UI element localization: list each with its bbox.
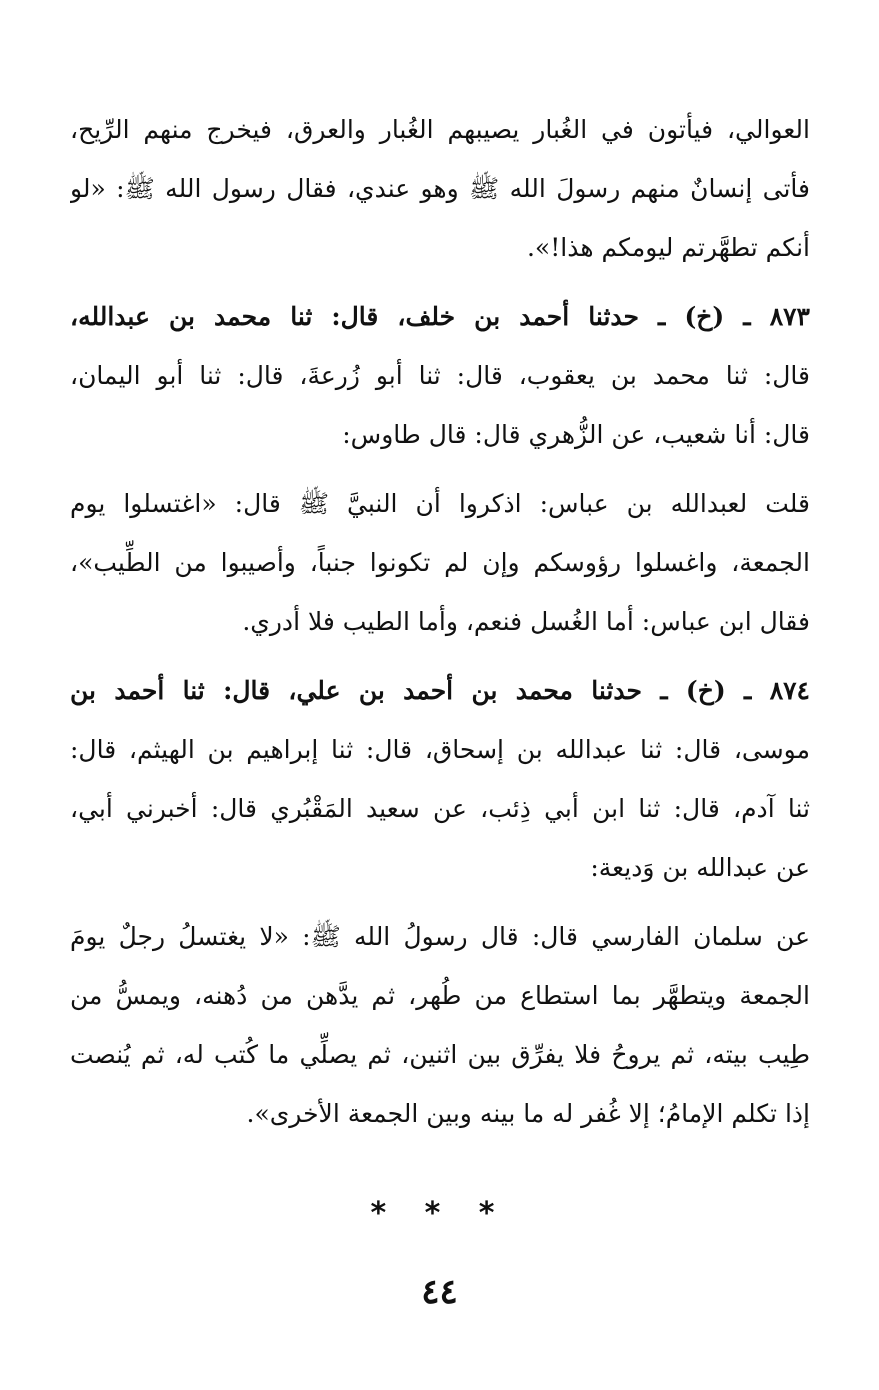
- text-line: قال: ثنا محمد بن يعقوب، قال: ثنا أبو زُرعةَ، قال: ثنا أبو اليمان،: [70, 361, 810, 390]
- text-line: أنكم تطهَّرتم ليومكم هذا!».: [526, 233, 810, 262]
- text-line: الجمعة، واغسلوا رؤوسكم وإن لم تكونوا جنباً، وأصيبوا من الطِّيب»،: [70, 548, 810, 577]
- text-line: عن عبدالله بن وَديعة:: [590, 853, 810, 882]
- hadith-873-matn: [70, 474, 810, 651]
- text-line: ٨٧٣ ـ (خ) ـ حدثنا أحمد بن خلف، قال: ثنا محمد بن عبدالله،: [70, 302, 810, 331]
- page-number: ٤٤: [421, 1272, 458, 1312]
- page-body: [70, 100, 810, 1143]
- hadith-873-isnad: [70, 287, 810, 464]
- text-line: قلت لعبدالله بن عباس: اذكروا أن النبيَّ ﷺ قال: «اغتسلوا يوم: [70, 489, 810, 518]
- text-line: عن سلمان الفارسي قال: قال رسولُ الله ﷺ: «لا يغتسلُ رجلٌ يومَ: [70, 922, 810, 951]
- hadith-874-matn: [70, 907, 810, 1143]
- text-line: الجمعة ويتطهَّر بما استطاع من طُهر، ثم يدَّهن من دُهنه، ويمسُّ من: [70, 981, 810, 1010]
- paragraph-continuation: [70, 100, 810, 277]
- hadith-874-isnad: [70, 661, 810, 897]
- text-line: فأتى إنسانٌ منهم رسولَ الله ﷺ وهو عندي، فقال رسول الله ﷺ: «لو: [70, 174, 810, 203]
- text-line: قال: أنا شعيب، عن الزُّهري قال: قال طاوس:: [342, 420, 810, 449]
- text-line: طِيب بيته، ثم يروحُ فلا يفرِّق بين اثنين، ثم يصلِّي ما كُتب له، ثم يُنصت: [70, 1040, 810, 1069]
- text-line: موسى، قال: ثنا عبدالله بن إسحاق، قال: ثنا إبراهيم بن الهيثم، قال:: [70, 735, 810, 764]
- text-line: ٨٧٤ ـ (خ) ـ حدثنا محمد بن أحمد بن علي، قال: ثنا أحمد بن: [70, 676, 810, 705]
- text-line: فقال ابن عباس: أما الغُسل فنعم، وأما الطيب فلا أدري.: [242, 607, 810, 636]
- text-line: العوالي، فيأتون في الغُبار يصيبهم الغُبار والعرق، فيخرج منهم الرِّيح،: [70, 115, 810, 144]
- text-line: ثنا آدم، قال: ثنا ابن أبي ذِئب، عن سعيد المَقْبُري قال: أخبرني أبي،: [70, 794, 810, 823]
- text-line: إذا تكلم الإمامُ؛ إلا غُفر له ما بينه وبين الجمعة الأخرى».: [246, 1099, 810, 1128]
- section-separator: * * *: [370, 1196, 509, 1231]
